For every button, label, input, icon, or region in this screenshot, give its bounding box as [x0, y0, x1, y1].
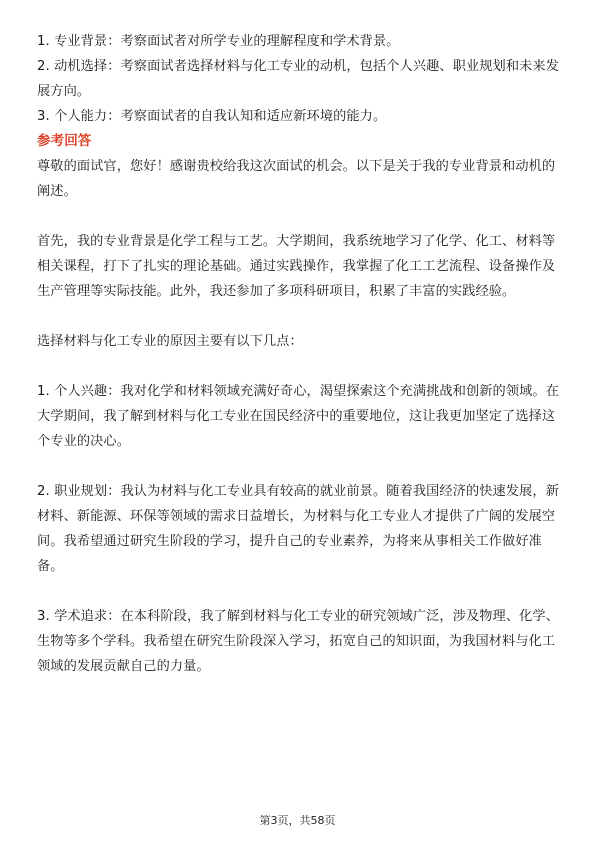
criterion-professional-background: 1. 专业背景：考察面试者对所学专业的理解程度和学术背景。	[37, 34, 400, 49]
paragraph-spacer	[37, 579, 560, 604]
page-footer: 第3页，共58页	[259, 814, 336, 827]
answer-reason-academic: 3. 学术追求：在本科阶段，我了解到材料与化工专业的研究领域广泛，涉及物理、化学、生物等多个学科。我希望在研究生阶段深入学习，拓宽自己的知识面，为我国材料与化工领域的发展贡献自己的力量。	[37, 609, 559, 674]
criterion-motivation: 2. 动机选择：考察面试者选择材料与化工专业的动机，包括个人兴趣、职业规划和未来发展方向。	[37, 59, 559, 99]
criterion-personal-ability: 3. 个人能力：考察面试者的自我认知和适应新环境的能力。	[37, 109, 387, 124]
paragraph-spacer	[37, 204, 560, 229]
answer-reason-career: 2. 职业规划：我认为材料与化工专业具有较高的就业前景。随着我国经济的快速发展，新材料、新能源、环保等领域的需求日益增长，为材料与化工专业人才提供了广阔的发展空间。我希望通过研究生阶段的学习，提升自己的专业素养，为将来从事相关工作做好准备。	[37, 484, 559, 574]
page-content	[37, 29, 560, 679]
paragraph-spacer	[37, 454, 560, 479]
answer-reason-interest: 1. 个人兴趣：我对化学和材料领域充满好奇心，渴望探索这个充满挑战和创新的领域。在大学期间，我了解到材料与化工专业在国民经济中的重要地位，这让我更加坚定了选择这个专业的决心。	[37, 384, 559, 449]
answer-background-paragraph: 首先，我的专业背景是化学工程与工艺。大学期间，我系统地学习了化学、化工、材料等相关课程，打下了扎实的理论基础。通过实践操作，我掌握了化工工艺流程、设备操作及生产管理等实际技能。此外，我还参加了多项科研项目，积累了丰富的实践经验。	[37, 234, 556, 299]
answer-heading: 参考回答	[37, 133, 92, 149]
answer-reasons-lead: 选择材料与化工专业的原因主要有以下几点：	[37, 334, 303, 349]
paragraph-spacer	[37, 304, 560, 329]
paragraph-spacer	[37, 354, 560, 379]
answer-intro-paragraph: 尊敬的面试官，您好！感谢贵校给我这次面试的机会。以下是关于我的专业背景和动机的阐述。	[37, 159, 556, 199]
